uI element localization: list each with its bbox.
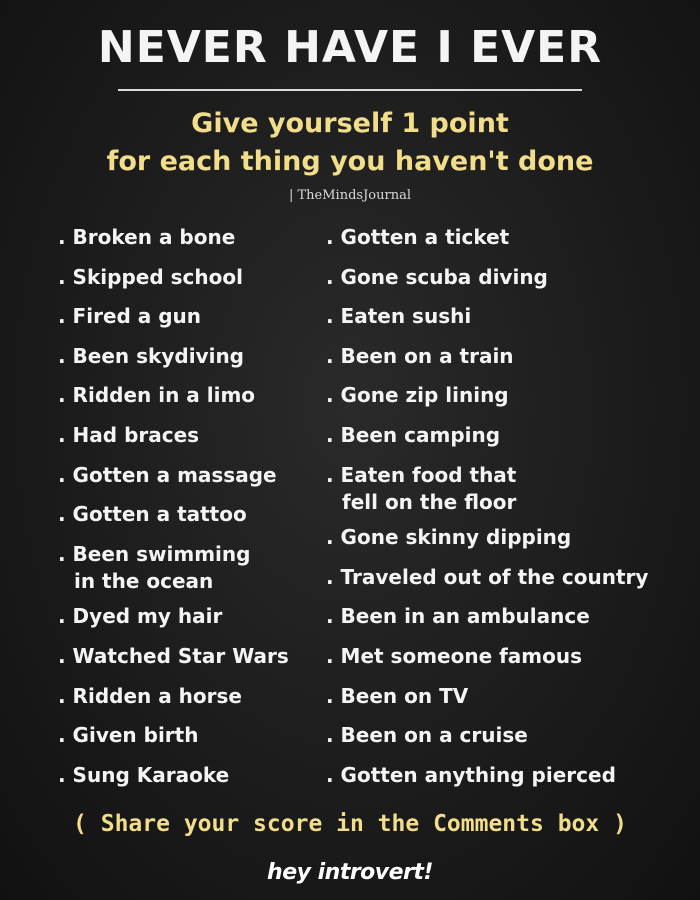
list-item-text: . Been on a train (326, 343, 514, 368)
list-item (58, 218, 313, 258)
list-item (58, 597, 313, 637)
list-item (326, 337, 696, 377)
list-item (326, 677, 696, 717)
list-item (326, 297, 696, 337)
list-item (326, 218, 696, 258)
list-item-text-continued: in the ocean (74, 569, 214, 594)
list-item-text: . Been in an ambulance (326, 604, 590, 629)
list-item-text: . Sung Karaoke (58, 762, 230, 787)
list-item (326, 456, 696, 519)
list-item (326, 416, 696, 456)
list-item-text: . Skipped school (58, 264, 243, 289)
list-item (58, 376, 313, 416)
list-item-text: . Gotten a ticket (326, 225, 510, 249)
list-item (58, 337, 313, 377)
list-item-text: . Traveled out of the country (326, 564, 649, 589)
list-item (58, 456, 313, 496)
list-item-text: . Fired a gun (58, 304, 202, 329)
list-item-text: . Gotten a tattoo (58, 502, 247, 527)
list-item (326, 558, 696, 598)
list-item (58, 716, 313, 756)
list-item-text: . Dyed my hair (58, 604, 223, 629)
list-item (58, 677, 313, 717)
list-item-text: . Been swimming (58, 541, 251, 566)
list-item (326, 376, 696, 416)
list-item-text: . Been on TV (326, 683, 469, 708)
list-item-text: . Ridden a horse (58, 683, 242, 708)
list-item-text: . Been camping (326, 422, 501, 447)
list-item (326, 258, 696, 298)
list-item-text: . Gotten anything pierced (326, 762, 616, 787)
list-item-text: . Broken a bone (58, 225, 236, 249)
list-item-text: . Gotten a massage (58, 462, 277, 487)
list-item-text: . Gone scuba diving (326, 264, 548, 289)
share-score-note: ( Share your score in the Comments box ) (73, 811, 627, 837)
list-item (326, 637, 696, 677)
list-item (326, 756, 696, 796)
list-item-text: . Watched Star Wars (58, 643, 289, 668)
list-item (58, 495, 313, 535)
list-item (326, 518, 696, 558)
page-title: NEVER HAVE I EVER (97, 22, 603, 73)
list-item-text-continued: fell on the floor (342, 490, 517, 515)
list-item-text: . Gone zip lining (326, 383, 509, 408)
brand-logo-text: hey introvert! (267, 860, 433, 885)
list-item (58, 756, 313, 796)
subtitle-line-2: for each thing you haven't done (106, 146, 594, 177)
list-item (58, 258, 313, 298)
left-column-list (58, 218, 313, 795)
list-item (58, 416, 313, 456)
title-divider (118, 89, 582, 91)
list-item (58, 535, 313, 598)
list-item (58, 637, 313, 677)
list-item-text: . Given birth (58, 723, 199, 748)
list-item (58, 297, 313, 337)
list-item-text: . Had braces (58, 422, 200, 447)
credit-text: | TheMindsJournal (289, 188, 411, 203)
list-item-text: . Ridden in a limo (58, 383, 256, 408)
list-item-text: . Met someone famous (326, 643, 583, 668)
list-item-text: . Eaten sushi (326, 304, 472, 329)
right-column-list (326, 218, 696, 795)
list-item (326, 716, 696, 756)
list-item-text: . Eaten food that (326, 462, 517, 487)
list-item-text: . Been skydiving (58, 343, 244, 368)
subtitle-line-1: Give yourself 1 point (191, 108, 509, 139)
list-item-text: . Been on a cruise (326, 723, 528, 748)
list-item (326, 597, 696, 637)
list-item-text: . Gone skinny dipping (326, 525, 572, 550)
